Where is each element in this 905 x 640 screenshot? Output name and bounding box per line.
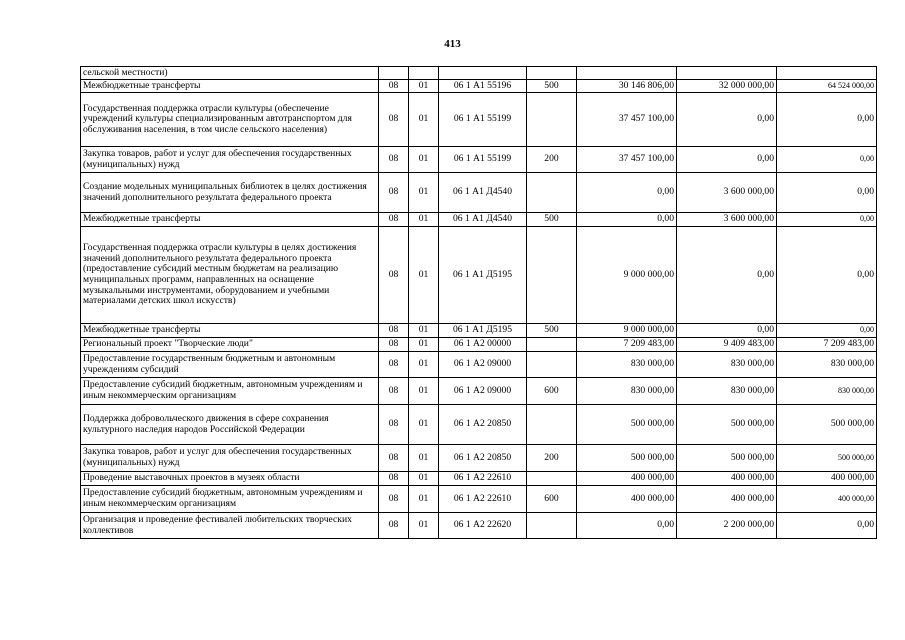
table-row bbox=[81, 147, 877, 173]
amount-year1-cell: 0,00 bbox=[577, 213, 677, 227]
amount-year3-cell: 830 000,00 bbox=[777, 378, 877, 405]
amount-year1-cell: 0,00 bbox=[577, 173, 677, 213]
section-code-cell: 08 bbox=[379, 405, 409, 445]
subsection-code-cell: 01 bbox=[409, 93, 439, 147]
section-code-cell: 08 bbox=[379, 378, 409, 405]
amount-year1-cell: 37 457 100,00 bbox=[577, 147, 677, 173]
target-article-cell: 06 1 А2 00000 bbox=[439, 338, 527, 352]
expense-name-cell: Организация и проведение фестивалей любительских творческих коллективов bbox=[81, 513, 379, 539]
table-row bbox=[81, 378, 877, 405]
section-code-cell: 08 bbox=[379, 338, 409, 352]
amount-year3-cell: 0,00 bbox=[777, 213, 877, 227]
target-article-cell bbox=[439, 67, 527, 80]
table-row bbox=[81, 324, 877, 338]
expense-type-cell bbox=[527, 227, 577, 324]
section-code-cell: 08 bbox=[379, 486, 409, 513]
table-row bbox=[81, 513, 877, 539]
table-row bbox=[81, 486, 877, 513]
target-article-cell: 06 1 А2 22610 bbox=[439, 472, 527, 486]
amount-year2-cell: 400 000,00 bbox=[677, 472, 777, 486]
amount-year1-cell: 37 457 100,00 bbox=[577, 93, 677, 147]
target-article-cell: 06 1 А2 09000 bbox=[439, 352, 527, 378]
amount-year1-cell: 9 000 000,00 bbox=[577, 227, 677, 324]
amount-year2-cell: 0,00 bbox=[677, 147, 777, 173]
expense-name-cell: Государственная поддержка отрасли культуры в целях достижения значений дополнительного результата федерального проекта (предоставление субсидий местным бюджетам на реализацию муниципальных программ, направленных на оснащение музыкальными инструментами, оборудованием и учебными материалами детских школ искусств) bbox=[81, 227, 379, 324]
target-article-cell: 06 1 А1 55199 bbox=[439, 147, 527, 173]
subsection-code-cell: 01 bbox=[409, 213, 439, 227]
expense-type-cell: 600 bbox=[527, 486, 577, 513]
expense-name-cell: Предоставление субсидий бюджетным, автономным учреждениям и иным некоммерческим организациям bbox=[81, 486, 379, 513]
expense-type-cell bbox=[527, 173, 577, 213]
amount-year1-cell: 7 209 483,00 bbox=[577, 338, 677, 352]
target-article-cell: 06 1 А1 Д4540 bbox=[439, 213, 527, 227]
target-article-cell: 06 1 А1 55196 bbox=[439, 80, 527, 93]
subsection-code-cell: 01 bbox=[409, 338, 439, 352]
amount-year1-cell: 9 000 000,00 bbox=[577, 324, 677, 338]
subsection-code-cell bbox=[409, 67, 439, 80]
table-row bbox=[81, 227, 877, 324]
subsection-code-cell: 01 bbox=[409, 173, 439, 213]
amount-year3-cell: 0,00 bbox=[777, 173, 877, 213]
amount-year2-cell: 0,00 bbox=[677, 324, 777, 338]
table-row bbox=[81, 213, 877, 227]
amount-year3-cell: 0,00 bbox=[777, 147, 877, 173]
subsection-code-cell: 01 bbox=[409, 445, 439, 472]
subsection-code-cell: 01 bbox=[409, 405, 439, 445]
subsection-code-cell: 01 bbox=[409, 80, 439, 93]
expense-name-cell: Региональный проект "Творческие люди" bbox=[81, 338, 379, 352]
amount-year2-cell: 3 600 000,00 bbox=[677, 173, 777, 213]
amount-year3-cell: 64 524 000,00 bbox=[777, 80, 877, 93]
budget-table bbox=[80, 66, 877, 539]
amount-year3-cell: 500 000,00 bbox=[777, 445, 877, 472]
expense-name-cell: Закупка товаров, работ и услуг для обеспечения государственных (муниципальных) нужд bbox=[81, 445, 379, 472]
section-code-cell: 08 bbox=[379, 80, 409, 93]
subsection-code-cell: 01 bbox=[409, 472, 439, 486]
amount-year3-cell: 400 000,00 bbox=[777, 486, 877, 513]
expense-type-cell: 600 bbox=[527, 378, 577, 405]
amount-year1-cell: 500 000,00 bbox=[577, 405, 677, 445]
expense-name-cell: Государственная поддержка отрасли культуры (обеспечение учреждений культуры специализированным автотранспортом для обслуживания населения, в том числе сельского населения) bbox=[81, 93, 379, 147]
table-row bbox=[81, 352, 877, 378]
subsection-code-cell: 01 bbox=[409, 513, 439, 539]
table-row bbox=[81, 338, 877, 352]
amount-year1-cell: 500 000,00 bbox=[577, 445, 677, 472]
amount-year1-cell: 830 000,00 bbox=[577, 352, 677, 378]
amount-year1-cell: 30 146 806,00 bbox=[577, 80, 677, 93]
expense-name-cell: Закупка товаров, работ и услуг для обеспечения государственных (муниципальных) нужд bbox=[81, 147, 379, 173]
amount-year2-cell: 500 000,00 bbox=[677, 405, 777, 445]
amount-year3-cell: 830 000,00 bbox=[777, 352, 877, 378]
amount-year1-cell bbox=[577, 67, 677, 80]
amount-year2-cell: 9 409 483,00 bbox=[677, 338, 777, 352]
amount-year2-cell: 830 000,00 bbox=[677, 378, 777, 405]
expense-name-cell: Предоставление субсидий бюджетным, автономным учреждениям и иным некоммерческим организациям bbox=[81, 378, 379, 405]
section-code-cell: 08 bbox=[379, 213, 409, 227]
section-code-cell: 08 bbox=[379, 93, 409, 147]
subsection-code-cell: 01 bbox=[409, 352, 439, 378]
expense-name-cell: Межбюджетные трансферты bbox=[81, 213, 379, 227]
amount-year3-cell: 0,00 bbox=[777, 93, 877, 147]
amount-year3-cell: 0,00 bbox=[777, 513, 877, 539]
expense-type-cell bbox=[527, 513, 577, 539]
expense-type-cell: 500 bbox=[527, 324, 577, 338]
target-article-cell: 06 1 А1 Д5195 bbox=[439, 324, 527, 338]
amount-year2-cell: 3 600 000,00 bbox=[677, 213, 777, 227]
target-article-cell: 06 1 А2 22610 bbox=[439, 486, 527, 513]
table-row bbox=[81, 445, 877, 472]
expense-type-cell: 500 bbox=[527, 80, 577, 93]
expense-name-cell: Предоставление государственным бюджетным и автономным учреждениям субсидий bbox=[81, 352, 379, 378]
expense-type-cell: 200 bbox=[527, 445, 577, 472]
table-row bbox=[81, 173, 877, 213]
amount-year1-cell: 0,00 bbox=[577, 513, 677, 539]
amount-year2-cell: 0,00 bbox=[677, 93, 777, 147]
expense-name-cell: Поддержка добровольческого движения в сфере сохранения культурного наследия народов Российской Федерации bbox=[81, 405, 379, 445]
section-code-cell bbox=[379, 67, 409, 80]
amount-year1-cell: 400 000,00 bbox=[577, 486, 677, 513]
section-code-cell: 08 bbox=[379, 147, 409, 173]
amount-year1-cell: 830 000,00 bbox=[577, 378, 677, 405]
amount-year2-cell: 830 000,00 bbox=[677, 352, 777, 378]
section-code-cell: 08 bbox=[379, 173, 409, 213]
amount-year1-cell: 400 000,00 bbox=[577, 472, 677, 486]
target-article-cell: 06 1 А2 20850 bbox=[439, 445, 527, 472]
subsection-code-cell: 01 bbox=[409, 324, 439, 338]
subsection-code-cell: 01 bbox=[409, 378, 439, 405]
amount-year3-cell: 500 000,00 bbox=[777, 405, 877, 445]
target-article-cell: 06 1 А2 09000 bbox=[439, 378, 527, 405]
amount-year2-cell: 0,00 bbox=[677, 227, 777, 324]
amount-year2-cell: 32 000 000,00 bbox=[677, 80, 777, 93]
subsection-code-cell: 01 bbox=[409, 227, 439, 324]
amount-year3-cell bbox=[777, 67, 877, 80]
table-row bbox=[81, 80, 877, 93]
table-row bbox=[81, 472, 877, 486]
expense-type-cell bbox=[527, 472, 577, 486]
expense-type-cell bbox=[527, 338, 577, 352]
expense-type-cell bbox=[527, 405, 577, 445]
expense-name-cell: Создание модельных муниципальных библиотек в целях достижения значений дополнительного результата федерального проекта bbox=[81, 173, 379, 213]
amount-year3-cell: 7 209 483,00 bbox=[777, 338, 877, 352]
target-article-cell: 06 1 А2 20850 bbox=[439, 405, 527, 445]
amount-year3-cell: 0,00 bbox=[777, 324, 877, 338]
page-number: 413 bbox=[444, 38, 461, 50]
subsection-code-cell: 01 bbox=[409, 147, 439, 173]
budget-table-body bbox=[81, 67, 877, 539]
section-code-cell: 08 bbox=[379, 513, 409, 539]
amount-year2-cell: 400 000,00 bbox=[677, 486, 777, 513]
section-code-cell: 08 bbox=[379, 324, 409, 338]
expense-type-cell: 200 bbox=[527, 147, 577, 173]
expense-type-cell bbox=[527, 93, 577, 147]
section-code-cell: 08 bbox=[379, 352, 409, 378]
target-article-cell: 06 1 А1 55199 bbox=[439, 93, 527, 147]
expense-type-cell bbox=[527, 67, 577, 80]
target-article-cell: 06 1 А1 Д5195 bbox=[439, 227, 527, 324]
expense-name-cell: Проведение выставочных проектов в музеях области bbox=[81, 472, 379, 486]
expense-name-cell: Межбюджетные трансферты bbox=[81, 80, 379, 93]
amount-year2-cell: 500 000,00 bbox=[677, 445, 777, 472]
expense-name-cell: Межбюджетные трансферты bbox=[81, 324, 379, 338]
amount-year3-cell: 400 000,00 bbox=[777, 472, 877, 486]
subsection-code-cell: 01 bbox=[409, 486, 439, 513]
table-row bbox=[81, 93, 877, 147]
target-article-cell: 06 1 А2 22620 bbox=[439, 513, 527, 539]
expense-type-cell: 500 bbox=[527, 213, 577, 227]
table-row bbox=[81, 67, 877, 80]
expense-name-cell: сельской местности) bbox=[81, 67, 379, 80]
expense-type-cell bbox=[527, 352, 577, 378]
section-code-cell: 08 bbox=[379, 472, 409, 486]
amount-year3-cell: 0,00 bbox=[777, 227, 877, 324]
target-article-cell: 06 1 А1 Д4540 bbox=[439, 173, 527, 213]
section-code-cell: 08 bbox=[379, 445, 409, 472]
amount-year2-cell bbox=[677, 67, 777, 80]
table-row bbox=[81, 405, 877, 445]
section-code-cell: 08 bbox=[379, 227, 409, 324]
amount-year2-cell: 2 200 000,00 bbox=[677, 513, 777, 539]
